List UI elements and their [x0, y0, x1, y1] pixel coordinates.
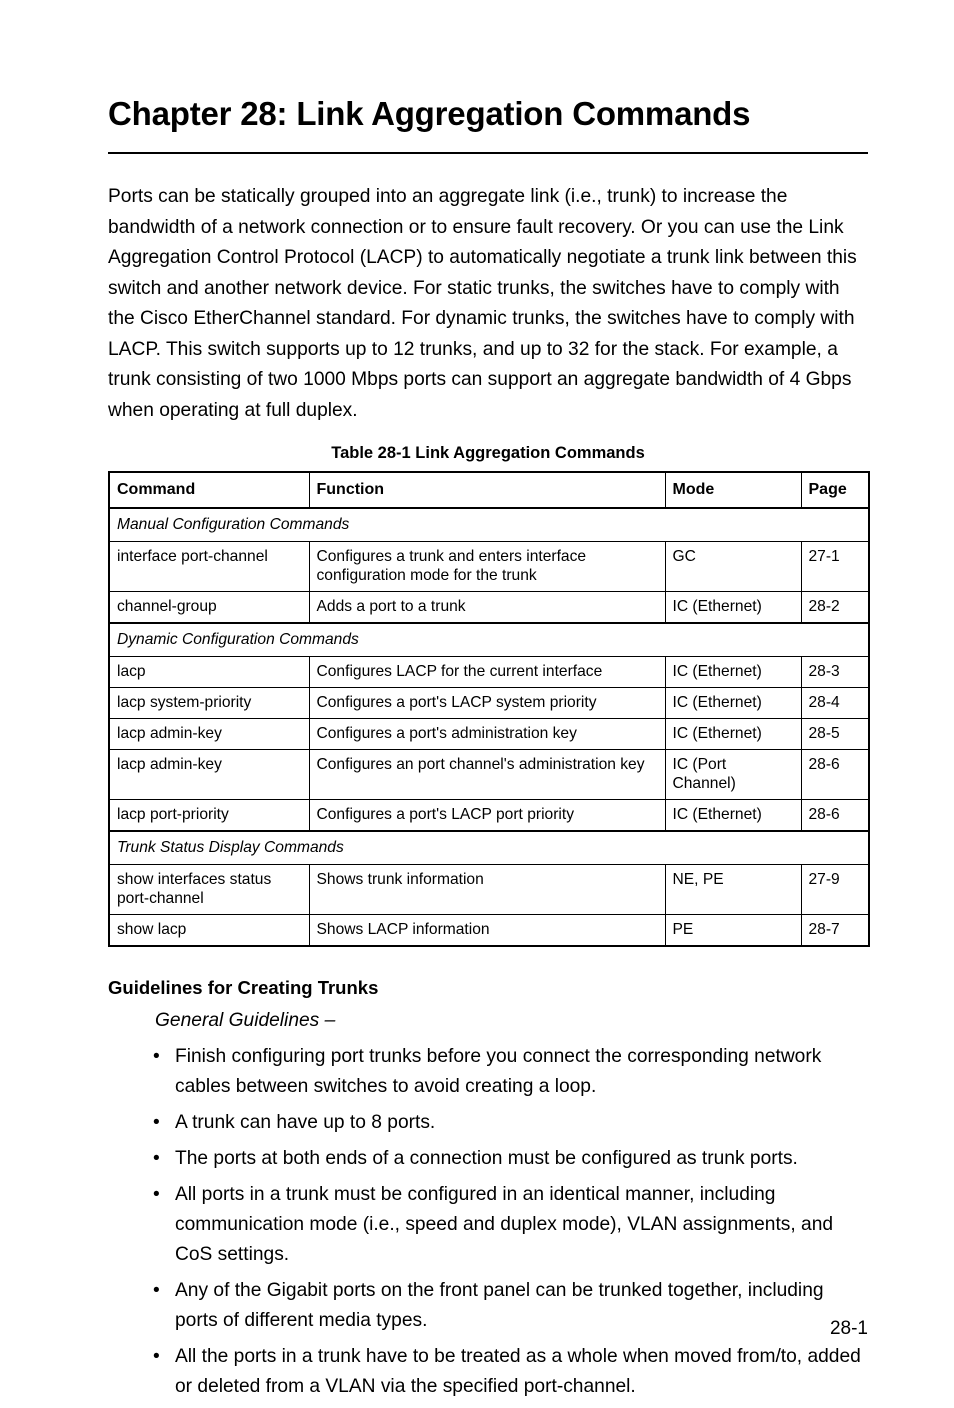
column-header-function: Function	[309, 472, 665, 508]
cell-command: lacp	[109, 657, 309, 688]
cell-command: show interfaces status port-channel	[109, 865, 309, 915]
page-content	[108, 0, 868, 1408]
cell-function: Shows LACP information	[309, 915, 665, 947]
cell-mode: IC (Ethernet)	[665, 688, 801, 719]
cell-mode: PE	[665, 915, 801, 947]
cell-mode: IC (Ethernet)	[665, 719, 801, 750]
column-header-command: Command	[109, 472, 309, 508]
list-item	[108, 1144, 868, 1176]
column-header-mode: Mode	[665, 472, 801, 508]
cell-command: interface port-channel	[109, 542, 309, 592]
section-title: Trunk Status Display Commands	[109, 831, 869, 865]
section-title: Dynamic Configuration Commands	[109, 623, 869, 657]
table-row	[109, 800, 869, 832]
cell-function: Configures LACP for the current interface	[309, 657, 665, 688]
intro-paragraph: Ports can be statically grouped into an aggregate link (i.e., trunk) to increase the bandwidth of a network connection or to ensure fault recovery. Or you can use the Link Aggregation Control Protocol (LACP) to automatically negotiate a trunk link between this switch and another network device. For static trunks, the switches have to comply with the Cisco EtherChannel standard. For dynamic trunks, the switches have to comply with LACP. This switch supports up to 12 trunks, and up to 32 for the stack. For example, a trunk consisting of two 1000 Mbps ports can support an aggregate bandwidth of 4 Gbps when operating at full duplex.	[108, 186, 857, 421]
bullet-icon: •	[153, 1346, 160, 1368]
column-header-page: Page	[801, 472, 869, 508]
table-row	[109, 915, 869, 947]
cell-function: Configures a port's LACP system priority	[309, 688, 665, 719]
cell-mode: IC (Port Channel)	[665, 750, 801, 800]
cell-mode: NE, PE	[665, 865, 801, 915]
cell-command: lacp admin-key	[109, 750, 309, 800]
table-row	[109, 865, 869, 915]
table-section-header-row	[109, 508, 869, 542]
cell-mode: IC (Ethernet)	[665, 657, 801, 688]
list-item	[108, 1180, 868, 1272]
cell-function: Configures a port's administration key	[309, 719, 665, 750]
list-item	[108, 1276, 868, 1338]
bullet-icon: •	[153, 1184, 160, 1206]
cell-command: lacp port-priority	[109, 800, 309, 832]
cell-function: Shows trunk information	[309, 865, 665, 915]
footer-page-number: 28-1	[829, 1318, 868, 1339]
cell-page: 28-6	[801, 800, 869, 832]
cell-page: 28-6	[801, 750, 869, 800]
list-item-text: All ports in a trunk must be configured in an identical manner, including communication mode (i.e., speed and duplex mode), VLAN assignments, and CoS settings.	[175, 1184, 834, 1266]
list-item-text: Finish configuring port trunks before you connect the corresponding network cables between switches to avoid creating a loop.	[175, 1046, 822, 1098]
cell-page: 28-3	[801, 657, 869, 688]
cell-command: lacp system-priority	[109, 688, 309, 719]
bullet-icon: •	[153, 1112, 160, 1134]
table-caption: Table 28-1 Link Aggregation Commands	[331, 444, 645, 463]
table-section-header-row	[109, 831, 869, 865]
table-row	[109, 750, 869, 800]
table-header-row	[109, 472, 869, 508]
link-aggregation-commands-table	[108, 471, 870, 947]
list-item-text: Any of the Gigabit ports on the front panel can be trunked together, including ports of different media types.	[175, 1280, 824, 1332]
table-row	[109, 688, 869, 719]
bullet-icon: •	[153, 1280, 160, 1302]
cell-mode: IC (Ethernet)	[665, 592, 801, 624]
page-title: Chapter 28: Link Aggregation Commands	[108, 95, 751, 132]
table-section-header-row	[109, 623, 869, 657]
list-item-text: All the ports in a trunk have to be treated as a whole when moved from/to, added or deleted from a VLAN via the specified port-channel.	[175, 1346, 861, 1398]
guidelines-subheading: General Guidelines –	[155, 1010, 336, 1032]
cell-function: Configures an port channel's administration key	[309, 750, 665, 800]
list-item	[108, 1042, 868, 1104]
table-row	[109, 657, 869, 688]
guidelines-list	[108, 1032, 868, 1404]
cell-page: 27-9	[801, 865, 869, 915]
list-item-text: The ports at both ends of a connection must be configured as trunk ports.	[175, 1148, 798, 1170]
bullet-icon: •	[153, 1046, 160, 1068]
section-title: Manual Configuration Commands	[109, 508, 869, 542]
cell-page: 28-7	[801, 915, 869, 947]
cell-function: Configures a port's LACP port priority	[309, 800, 665, 832]
cell-function: Adds a port to a trunk	[309, 592, 665, 624]
list-item	[108, 1108, 868, 1140]
cell-command: lacp admin-key	[109, 719, 309, 750]
list-item	[108, 1342, 868, 1404]
cell-mode: IC (Ethernet)	[665, 800, 801, 832]
cell-function: Configures a trunk and enters interface configuration mode for the trunk	[309, 542, 665, 592]
list-item-text: A trunk can have up to 8 ports.	[175, 1112, 436, 1134]
table-row	[109, 592, 869, 624]
table-row	[109, 542, 869, 592]
cell-command: channel-group	[109, 592, 309, 624]
cell-page: 28-2	[801, 592, 869, 624]
cell-page: 27-1	[801, 542, 869, 592]
table-row	[109, 719, 869, 750]
cell-mode: GC	[665, 542, 801, 592]
bullet-icon: •	[153, 1148, 160, 1170]
guidelines-heading: Guidelines for Creating Trunks	[108, 977, 379, 999]
cell-page: 28-4	[801, 688, 869, 719]
cell-page: 28-5	[801, 719, 869, 750]
cell-command: show lacp	[109, 915, 309, 947]
